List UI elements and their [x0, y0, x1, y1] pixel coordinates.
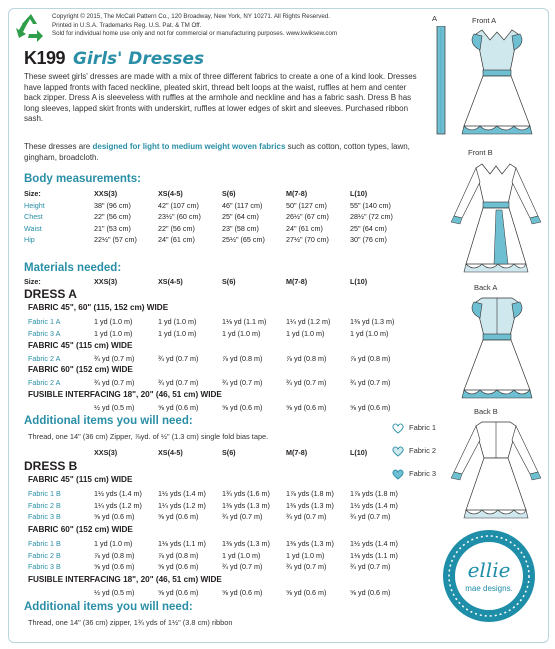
- dress-b-interfacing-table: ½ yd (0.5 m) ⅝ yd (0.6 m) ⅝ yd (0.6 m) ⅝ yd (0.6 m) ⅝ yd (0.6 m): [94, 588, 391, 597]
- back-b-label: Back B: [474, 407, 498, 416]
- materials-size-header: Size: XXS(3) XS(4-5) S(6) M(7-8) L(10): [24, 277, 368, 286]
- copyright-line: Printed in U.S.A. Trademarks Reg. U.S. Pat. & TM Off.: [52, 21, 202, 29]
- dress-a-fabric3-heading: FABRIC 60" (152 cm) WIDE: [28, 365, 133, 374]
- dress-b-additional-heading: Additional items you will need:: [24, 601, 193, 613]
- body-measurements-table: Size: XXS(3) XS(4-5) S(6) M(7-8) L(10) Height 38" (96 cm) 42" (107 cm) 46" (117 cm) 50" (127 cm) 55" (140 cm) Chest 22" (56 cm) 23½" (60 cm) 25" (64 cm) 26½" (67 cm) 28½" (72 cm) Waist 21" (53 cm) 22" (56 cm) 23" (58 cm) 24" (61 cm) 25" (64 cm) Hip 22½" (57 cm) 24" (61 cm) 25½" (65 cm) 27½" (70 cm) 30" (76 cm): [24, 189, 393, 245]
- copyright-line: Copyright © 2015, The McCall Pattern Co., 120 Broadway, New York, NY 10271. All Rights Reserved.: [52, 13, 330, 20]
- piece-a-label: A: [432, 14, 438, 23]
- pattern-name: Girls' Dresses: [73, 49, 205, 69]
- front-b-dress-illustration: [446, 160, 546, 280]
- logo-tagline: mae designs.: [465, 584, 513, 593]
- copyright-line: Sold for individual home use only and not for commercial or manufacturing purposes. www.kwiksew.com: [52, 30, 338, 38]
- dress-a-additional-text: Thread, one 14" (36 cm) Zipper, ⅞yd. of ½" (1.3 cm) single fold bias tape.: [28, 432, 269, 441]
- pattern-number: K199: [24, 48, 66, 68]
- fabric3-heart-icon: [392, 468, 404, 480]
- copyright-block: [52, 13, 412, 39]
- dress-a-heading: DRESS A: [24, 287, 77, 301]
- description: These sweet girls' dresses are made with a mix of three different fabrics to create a one of a kind look. Dresses have lapped fronts with faced neckline, pleated skirt, thread belt loops at the waist, ruffles at hem and center back zipper. Dress A is sleeveless with ruffles at the armhole and neckline and has a fabric sash. Dress B has long sleeves, lapped skirt fronts with underskirt, ruffles at lower edges of skirt and sleeves. Purchased ribbon sash.: [24, 72, 417, 124]
- legend-fabric1: Fabric 1: [409, 423, 437, 432]
- fabric2-heart-icon: [392, 445, 404, 457]
- legend-fabric3: Fabric 3: [409, 469, 437, 478]
- legend-fabric2: Fabric 2: [409, 446, 437, 455]
- dress-a-interfacing-table: ½ yd (0.5 m) ⅝ yd (0.6 m) ⅝ yd (0.6 m) ⅝ yd (0.6 m) ⅝ yd (0.6 m): [94, 403, 391, 412]
- dress-b-fabric2-heading: FABRIC 60" (152 cm) WIDE: [28, 525, 133, 534]
- dress-a-fabric1-heading: FABRIC 45", 60" (115, 152 cm) WIDE: [28, 303, 169, 312]
- fabric1-heart-icon: [392, 422, 404, 434]
- page-title: [24, 48, 204, 69]
- body-measurements-heading: Body measurements:: [24, 173, 141, 185]
- sash-piece-illustration: [434, 26, 448, 136]
- front-b-label: Front B: [468, 148, 493, 157]
- dress-b-fabric1-table: Fabric 1 B 1½ yds (1.4 m) 1½ yds (1.4 m) 1¾ yds (1.6 m) 1⅞ yds (1.8 m) 1⅞ yds (1.8 m) Fabric 2 B 1¼ yds (1.2 m) 1¼ yds (1.2 m) 1⅜ yds (1.3 m) 1⅜ yds (1.3 m) 1½ yds (1.4 m) Fabric 3 B ⅝ yd (0.6 m) ⅝ yd (0.6 m) ¾ yd (0.7 m) ¾ yd (0.7 m) ¾ yd (0.7 m): [28, 489, 398, 522]
- logo-wordmark: ellie: [467, 558, 511, 582]
- dress-a-fabric2-table: Fabric 2 A ¾ yd (0.7 m) ¾ yd (0.7 m) ⅞ yd (0.8 m) ⅞ yd (0.8 m) ⅞ yd (0.8 m): [28, 354, 391, 363]
- brand-logo: [441, 528, 537, 624]
- dress-b-fabric1-heading: FABRIC 45" (115 cm) WIDE: [28, 475, 133, 484]
- dress-a-interfacing-heading: FUSIBLE INTERFACING 18", 20" (46, 51 cm) WIDE: [28, 390, 222, 399]
- fabric-legend: [392, 420, 452, 488]
- back-b-dress-illustration: [446, 418, 546, 528]
- dress-a-fabric3-table: Fabric 2 A ¾ yd (0.7 m) ¾ yd (0.7 m) ¾ yd (0.7 m) ¾ yd (0.7 m) ¾ yd (0.7 m): [28, 378, 391, 387]
- dress-b-fabric2-table: Fabric 1 B 1 yd (1.0 m) 1⅛ yds (1.1 m) 1⅜ yds (1.3 m) 1⅜ yds (1.3 m) 1½ yds (1.4 m) Fabric 2 B ⅞ yd (0.8 m) ⅞ yd (0.8 m) 1 yd (1.0 m) 1 yd (1.0 m) 1⅛ yds (1.1 m) Fabric 3 B ⅝ yd (0.6 m) ⅝ yd (0.6 m) ¾ yd (0.7 m) ¾ yd (0.7 m) ¾ yd (0.7 m): [28, 539, 398, 572]
- dress-a-additional-heading: Additional items you will need:: [24, 415, 193, 427]
- back-a-dress-illustration: [452, 294, 542, 406]
- back-a-label: Back A: [474, 283, 498, 292]
- dress-b-interfacing-heading: FUSIBLE INTERFACING 18", 20" (46, 51 cm) WIDE: [28, 575, 222, 584]
- dress-b-size-header: XXS(3) XS(4-5) S(6) M(7-8) L(10): [94, 448, 368, 457]
- dress-a-fabric1-table: Fabric 1 A 1 yd (1.0 m) 1 yd (1.0 m) 1⅛ yd (1.1 m) 1¼ yd (1.2 m) 1⅜ yd (1.3 m) Fabric 3 A 1 yd (1.0 m) 1 yd (1.0 m) 1 yd (1.0 m) 1 yd (1.0 m) 1 yd (1.0 m): [28, 317, 395, 338]
- fabric-recommendation: These dresses are designed for light to medium weight woven fabrics such as cotton, cotton types, lawn, gingham, broadcloth.: [24, 142, 410, 162]
- dress-b-heading: DRESS B: [24, 459, 78, 473]
- front-a-label: Front A: [472, 16, 497, 25]
- materials-heading: Materials needed:: [24, 262, 122, 274]
- dress-a-fabric2-heading: FABRIC 45" (115 cm) WIDE: [28, 341, 133, 350]
- front-a-dress-illustration: [452, 26, 542, 142]
- dress-b-additional-text: Thread, one 14" (36 cm) zipper, 1¾ yds of 1½" (3.8 cm) ribbon: [28, 618, 233, 627]
